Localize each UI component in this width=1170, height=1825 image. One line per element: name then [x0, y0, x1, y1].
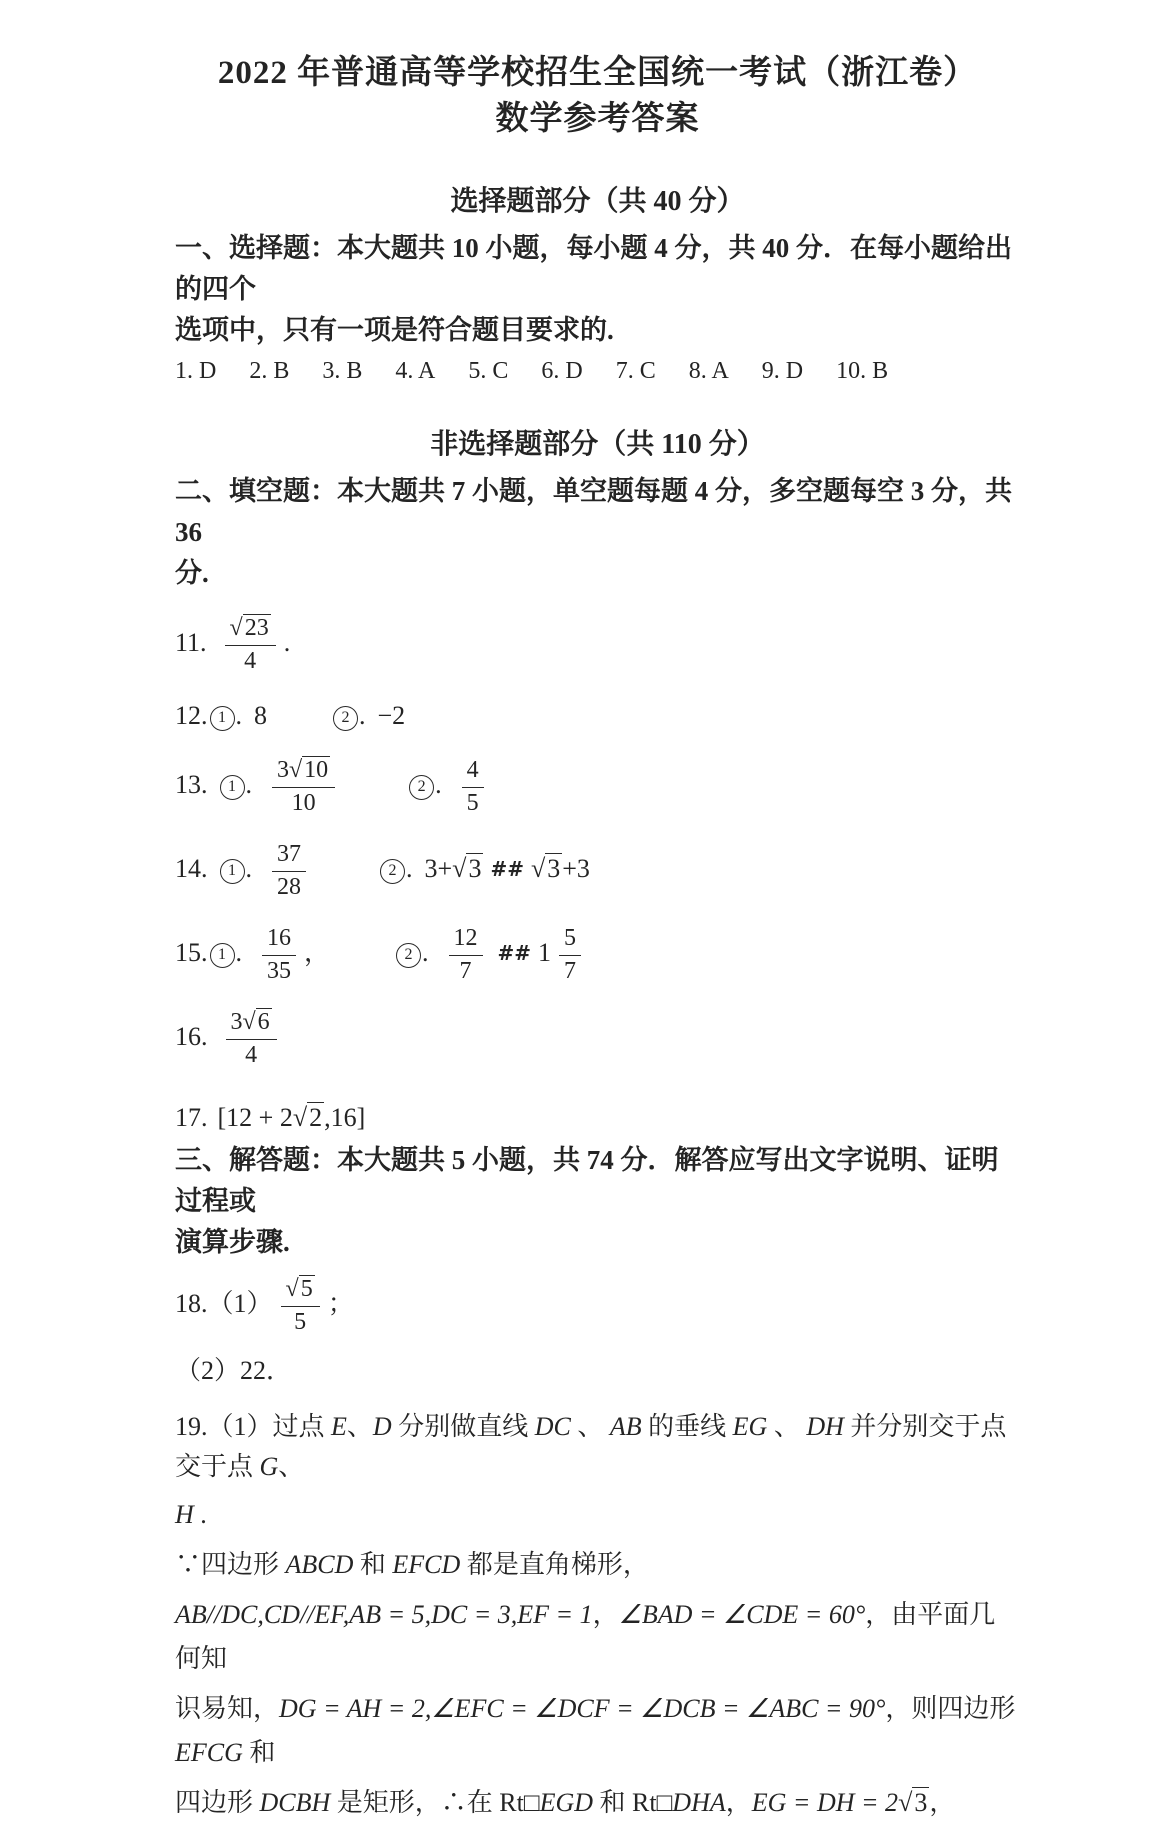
- fraction: [262, 924, 296, 985]
- semicolon: ；: [327, 1289, 354, 1318]
- numerator: 37: [272, 840, 306, 872]
- radical-sign: √: [452, 854, 467, 883]
- denominator: 7: [459, 958, 472, 985]
- circled-2-badge: 2: [396, 943, 421, 968]
- question-18-part1: [175, 1269, 1020, 1339]
- text-segment: 是矩形，∴在 Rt□: [330, 1788, 540, 1817]
- page-title: 2022 年普通高等学校招生全国统一考试（浙江卷）: [217, 55, 978, 91]
- expression-prefix: 3+: [424, 854, 453, 883]
- radicand: 5: [300, 1276, 313, 1303]
- question-18-part2: （2）22．: [175, 1356, 293, 1385]
- math-segment: H: [175, 1500, 194, 1529]
- hash-separator: ##: [490, 857, 524, 881]
- question-14: [175, 834, 1020, 904]
- circled-1-badge: 1: [210, 706, 235, 731]
- sqrt-expression: [293, 1102, 324, 1132]
- circled-2-badge: 2: [333, 706, 358, 731]
- answer-item-4: 4. A: [395, 358, 436, 384]
- radicand: 3: [468, 854, 482, 883]
- question-16: [175, 1002, 1020, 1072]
- fraction: [559, 924, 581, 985]
- text-segment: 都是直角梯形，: [460, 1550, 649, 1579]
- circled-1-badge: 1: [220, 775, 245, 800]
- noselect-section-heading: 非选择题部分（共 110 分）: [430, 429, 765, 460]
- fraction: [272, 840, 306, 901]
- math-segment: E: [331, 1412, 347, 1441]
- mark-dot: .: [245, 770, 252, 799]
- math-segment: DC: [534, 1412, 571, 1441]
- math-segment: DH: [806, 1412, 844, 1441]
- mark-dot: .: [245, 854, 252, 883]
- math-segment: EGD: [539, 1788, 594, 1817]
- radical-sign: √: [229, 615, 243, 642]
- radical-sign: √: [530, 854, 546, 883]
- math-segment: EFCD: [392, 1550, 461, 1579]
- fraction: [462, 756, 484, 817]
- question-19-line1: [175, 1407, 1020, 1487]
- solve-intro-line2: 演算步骤.: [175, 1227, 290, 1257]
- mark-dot: .: [435, 770, 442, 799]
- denominator: 5: [294, 1309, 307, 1336]
- numerator: 16: [262, 924, 296, 956]
- math-segment: ABCD: [285, 1550, 354, 1579]
- answer-item-8: 8. A: [688, 358, 729, 384]
- question-12-part2-value: −2: [377, 701, 406, 730]
- denominator: 35: [267, 958, 291, 985]
- denominator: 4: [244, 648, 257, 675]
- sqrt-expression: [286, 1275, 315, 1302]
- question-19-line5: [175, 1687, 1020, 1775]
- mark-dot: .: [235, 701, 242, 730]
- question-18-label: 18.（1）: [175, 1289, 273, 1318]
- text-segment: 、: [570, 1412, 610, 1441]
- expression-suffix: +3: [562, 854, 590, 883]
- page-subtitle: 数学参考答案: [495, 101, 700, 137]
- sqrt-expression: [289, 756, 330, 783]
- math-segment: EG = DH = 2: [751, 1788, 899, 1817]
- text-segment: 和 Rt□: [593, 1788, 673, 1817]
- radical-sign: √: [289, 757, 303, 784]
- fill-intro-line1: 二、填空题：本大题共 7 小题，单空题每题 4 分，多空题每空 3 分，共 36: [175, 476, 1012, 547]
- question-12: [175, 696, 1020, 736]
- text-segment: 、: [767, 1412, 807, 1441]
- mark-dot: .: [235, 938, 242, 967]
- answer-item-6: 6. D: [541, 358, 583, 384]
- answer-item-3: 3. B: [322, 358, 363, 384]
- question-12-part1-value: 8: [254, 701, 267, 730]
- numerator: 12: [449, 924, 483, 956]
- mark-dot: .: [359, 701, 366, 730]
- radicand: 6: [257, 1009, 270, 1036]
- text-segment: 19.（1）过点: [175, 1412, 332, 1441]
- circled-2-badge: 2: [409, 775, 434, 800]
- text-segment: ，: [929, 1788, 956, 1817]
- question-19-line3: [175, 1543, 1020, 1587]
- fraction: [272, 756, 335, 817]
- sqrt-expression: [452, 853, 483, 883]
- text-segment: 四边形: [175, 1788, 260, 1817]
- question-13-label: 13.: [175, 770, 208, 799]
- question-19-line2: [175, 1493, 1020, 1537]
- sqrt-expression: [531, 853, 562, 883]
- text-segment: ∵四边形: [175, 1550, 286, 1579]
- solve-intro-line1: 三、解答题：本大题共 5 小题，共 74 分．解答应写出文字说明、证明过程或: [175, 1145, 999, 1216]
- text-segment: ，由平面几何知: [175, 1600, 996, 1673]
- radical-sign: √: [242, 1009, 256, 1036]
- mark-dot: .: [422, 938, 429, 967]
- radicand: 3: [914, 1788, 928, 1817]
- circled-1-badge: 1: [210, 943, 235, 968]
- answer-item-10: 10. B: [836, 358, 889, 384]
- choice-answers-row: [175, 351, 1020, 391]
- solve-section-wrap: [175, 1140, 1020, 1263]
- question-15-label: 15.: [175, 938, 208, 967]
- math-segment: AB//DC,CD//EF,AB = 5,DC = 3,EF = 1: [175, 1600, 593, 1629]
- text-segment: 的垂线: [641, 1412, 733, 1441]
- text-segment: 识易知，: [175, 1694, 280, 1723]
- choice-intro-line1: 一、选择题：本大题共 10 小题，每小题 4 分，共 40 分．在每小题给出的四个: [175, 233, 1012, 304]
- numerator: [225, 614, 276, 646]
- denominator: 4: [245, 1042, 258, 1069]
- question-14-label: 14.: [175, 854, 208, 883]
- question-17: [175, 1096, 1020, 1140]
- math-segment: DG = AH = 2,∠EFC = ∠DCF = ∠DCB = ∠ABC = 90°: [279, 1694, 886, 1723]
- answer-item-2: 2. B: [249, 358, 290, 384]
- question-15: [175, 918, 1020, 988]
- fraction: [225, 614, 276, 675]
- interval-prefix: [12 + 2: [217, 1103, 293, 1132]
- numerator: [226, 1008, 277, 1040]
- denominator: 7: [564, 958, 577, 985]
- hash-separator: ##: [497, 941, 532, 965]
- answer-item-5: 5. C: [468, 358, 509, 384]
- question-11-tail: .: [283, 628, 291, 657]
- text-segment: ，: [725, 1788, 752, 1817]
- comma: ，: [304, 938, 331, 967]
- radicand: 3: [547, 854, 561, 883]
- numerator: [272, 756, 335, 788]
- text-segment: 并分别交于点交于点: [175, 1412, 1007, 1481]
- choice-intro-line2: 选项中，只有一项是符合题目要求的.: [175, 315, 614, 345]
- radical-sign: √: [292, 1103, 308, 1132]
- radical-sign: √: [285, 1276, 299, 1303]
- sqrt-expression: [230, 614, 271, 641]
- numerator: 5: [559, 924, 581, 956]
- text-segment: 和: [242, 1738, 276, 1767]
- text-segment: 、: [278, 1452, 305, 1481]
- denominator: 5: [466, 790, 479, 817]
- question-13: [175, 750, 1020, 820]
- math-segment: DCBH: [259, 1788, 331, 1817]
- text-segment: .: [193, 1500, 207, 1529]
- coefficient: 3: [230, 1009, 243, 1036]
- question-16-label: 16.: [175, 1022, 208, 1051]
- math-segment: D: [372, 1412, 392, 1441]
- text-segment: ，则四边形: [885, 1694, 1016, 1723]
- sqrt-expression: [898, 1787, 929, 1817]
- sqrt-expression: [243, 1008, 272, 1035]
- circled-1-badge: 1: [220, 859, 245, 884]
- question-12-label: 12.: [175, 701, 208, 730]
- answer-item-9: 9. D: [761, 358, 804, 384]
- radicand: 2: [309, 1103, 323, 1132]
- math-segment: G: [259, 1452, 279, 1481]
- choice-section-heading: 选择题部分（共 40 分）: [450, 186, 745, 217]
- denominator: 10: [291, 790, 316, 817]
- denominator: 28: [277, 874, 301, 901]
- math-segment: DHA: [672, 1788, 726, 1817]
- math-segment: EG: [732, 1412, 768, 1441]
- math-segment: AB: [609, 1412, 642, 1441]
- fraction: [449, 924, 483, 985]
- question-17-label: 17.: [175, 1103, 208, 1132]
- question-11: [175, 608, 1020, 678]
- numerator: 4: [462, 756, 484, 788]
- math-segment: EFCG: [175, 1738, 243, 1767]
- text-segment: ，: [592, 1600, 619, 1629]
- coefficient: 3: [277, 757, 289, 784]
- radicand: 23: [244, 615, 269, 642]
- numerator: [281, 1275, 320, 1307]
- text-segment: 、: [346, 1412, 373, 1441]
- question-11-label: 11.: [175, 628, 207, 657]
- math-segment: ∠BAD = ∠CDE = 60°: [618, 1600, 866, 1629]
- text-segment: 分别做直线: [391, 1412, 535, 1441]
- mark-dot: .: [406, 854, 413, 883]
- fraction: [281, 1275, 320, 1336]
- answer-item-1: 1. D: [175, 358, 217, 384]
- question-19-line6: [175, 1781, 1020, 1825]
- fraction: [226, 1008, 277, 1069]
- radical-sign: √: [898, 1788, 913, 1817]
- text-segment: 和: [353, 1550, 393, 1579]
- fill-intro-line2: 分.: [175, 558, 209, 588]
- interval-suffix: ,16]: [324, 1103, 366, 1132]
- answer-item-7: 7. C: [615, 358, 656, 384]
- question-19-line4: [175, 1593, 1020, 1681]
- mixed-number-whole: 1: [538, 938, 552, 967]
- circled-2-badge: 2: [380, 859, 405, 884]
- radicand: 10: [304, 757, 329, 784]
